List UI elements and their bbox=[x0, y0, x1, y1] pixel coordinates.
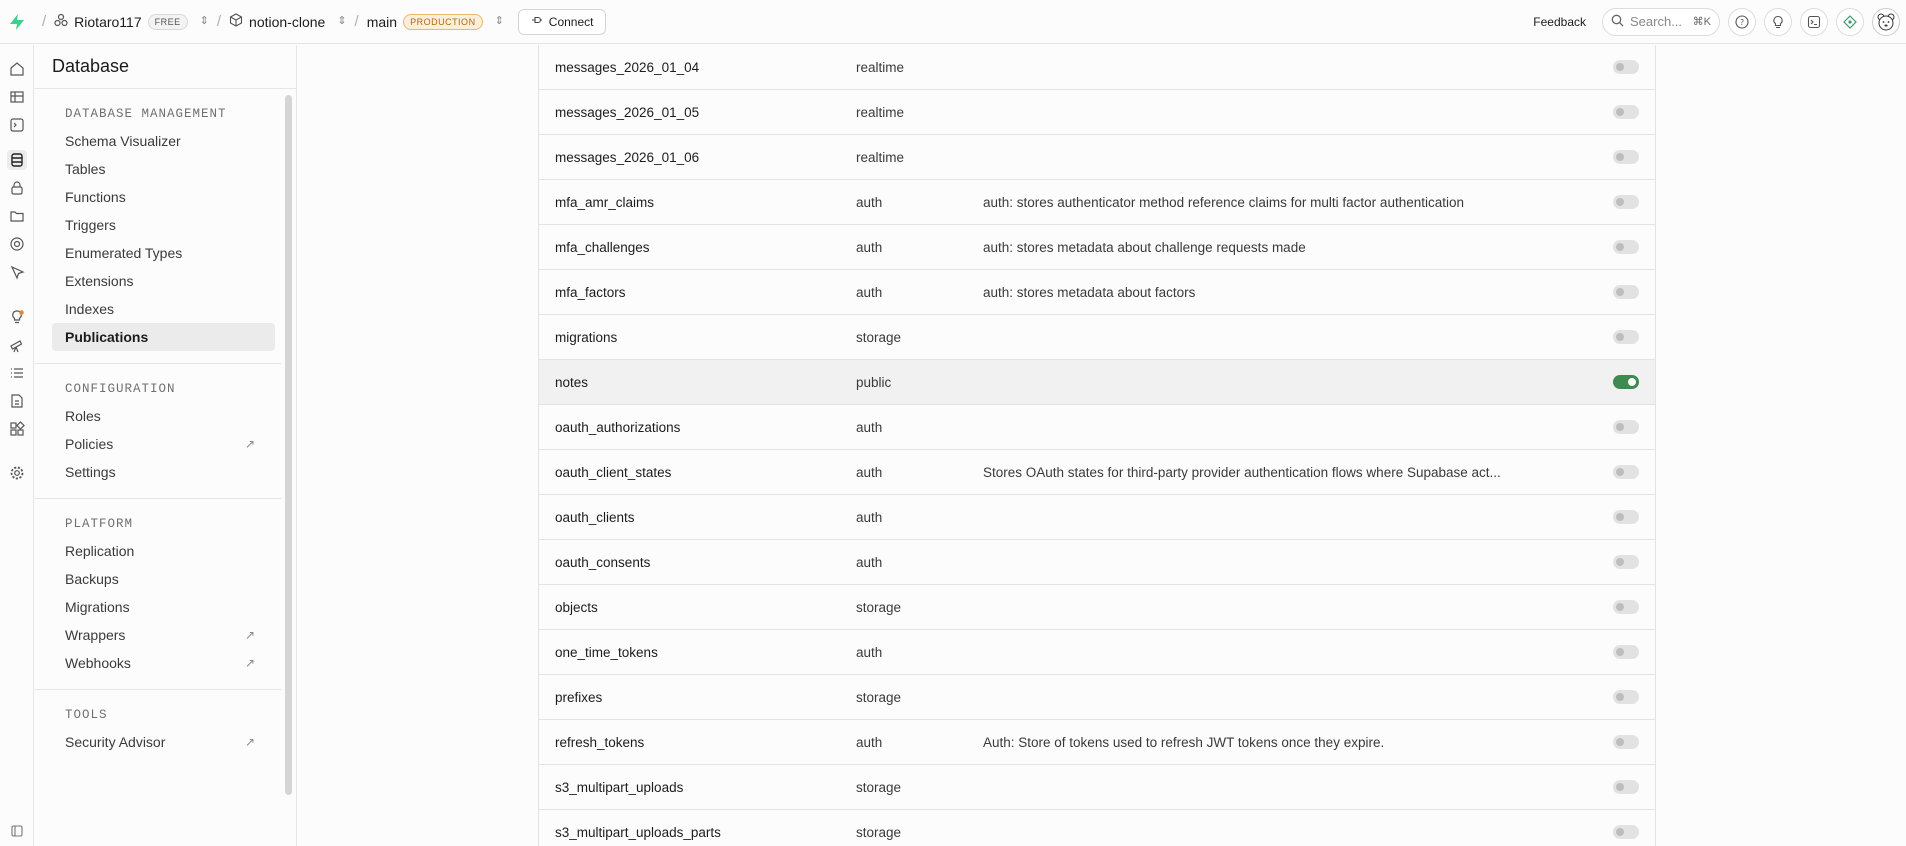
search-placeholder: Search... bbox=[1630, 14, 1683, 29]
table-row bbox=[539, 540, 1655, 585]
section-platform bbox=[35, 499, 281, 690]
collapse-sidebar-icon[interactable] bbox=[7, 821, 27, 841]
toggle-cell bbox=[1613, 330, 1639, 344]
sql-editor-icon[interactable] bbox=[7, 115, 27, 135]
sidebar-item-backups[interactable]: Backups bbox=[65, 571, 119, 587]
table-row bbox=[539, 630, 1655, 675]
table-schema: storage bbox=[856, 689, 902, 705]
publication-toggle[interactable] bbox=[1613, 510, 1639, 524]
table-schema: realtime bbox=[856, 149, 905, 165]
table-schema: auth bbox=[856, 464, 883, 480]
lightbulb-icon[interactable] bbox=[1764, 8, 1792, 36]
publication-toggle[interactable] bbox=[1613, 690, 1639, 704]
table-row bbox=[539, 270, 1655, 315]
table-schema: auth bbox=[856, 239, 883, 255]
observability-telescope-icon[interactable] bbox=[7, 335, 27, 355]
sidebar-item-wrappers[interactable] bbox=[52, 621, 275, 649]
integrations-icon[interactable] bbox=[7, 419, 27, 439]
section-heading: CONFIGURATION bbox=[65, 382, 176, 396]
table-name: oauth_client_states bbox=[555, 464, 672, 480]
feedback-button[interactable]: Feedback bbox=[1533, 14, 1586, 29]
database-icon[interactable] bbox=[7, 150, 27, 170]
toggle-cell bbox=[1613, 60, 1639, 74]
toggle-cell bbox=[1613, 645, 1639, 659]
storage-folder-icon[interactable] bbox=[7, 206, 27, 226]
table-name: prefixes bbox=[555, 689, 603, 705]
table-row bbox=[539, 720, 1655, 765]
project-name: notion-clone bbox=[249, 13, 326, 30]
table-row bbox=[539, 180, 1655, 225]
connect-button[interactable] bbox=[518, 9, 607, 35]
terminal-icon[interactable] bbox=[1800, 8, 1828, 36]
publication-toggle[interactable] bbox=[1613, 825, 1639, 839]
table-row bbox=[539, 360, 1655, 405]
sidebar-item-security-advisor[interactable] bbox=[52, 728, 275, 756]
table-schema: storage bbox=[856, 824, 902, 840]
sidebar-item-migrations[interactable]: Migrations bbox=[65, 599, 130, 615]
table-schema: auth bbox=[856, 419, 883, 435]
branch-switcher[interactable] bbox=[367, 14, 504, 30]
external-link-arrow-icon: ↗ bbox=[244, 628, 255, 642]
table-name: refresh_tokens bbox=[555, 734, 645, 750]
publication-toggle[interactable] bbox=[1613, 645, 1639, 659]
toggle-cell bbox=[1613, 465, 1639, 479]
sidebar-item-webhooks[interactable] bbox=[52, 649, 275, 677]
settings-gear-icon[interactable] bbox=[7, 463, 27, 483]
table-description: Stores OAuth states for third-party provider authentication flows where Supabase act... bbox=[983, 464, 1501, 480]
external-link-arrow-icon: ↗ bbox=[244, 656, 255, 670]
connect-label: Connect bbox=[548, 14, 594, 29]
breadcrumb-separator: / bbox=[216, 13, 222, 30]
table-schema: realtime bbox=[856, 104, 905, 120]
table-description: auth: stores metadata about challenge requests made bbox=[983, 239, 1306, 255]
table-name: oauth_clients bbox=[555, 509, 635, 525]
realtime-icon[interactable] bbox=[7, 234, 27, 254]
publication-toggle[interactable] bbox=[1613, 195, 1639, 209]
publication-toggle[interactable] bbox=[1613, 375, 1639, 389]
table-schema: auth bbox=[856, 194, 883, 210]
publication-toggle[interactable] bbox=[1613, 735, 1639, 749]
table-description: auth: stores metadata about factors bbox=[983, 284, 1196, 300]
sidebar-title: Database bbox=[35, 45, 297, 89]
publication-toggle[interactable] bbox=[1613, 105, 1639, 119]
section-heading: PLATFORM bbox=[65, 517, 134, 531]
sidebar-item-publications[interactable]: Publications bbox=[52, 323, 275, 351]
sidebar-item-tables[interactable]: Tables bbox=[65, 161, 106, 177]
table-name: s3_multipart_uploads_parts bbox=[555, 824, 721, 840]
publication-toggle[interactable] bbox=[1613, 150, 1639, 164]
table-name: mfa_challenges bbox=[555, 239, 650, 255]
top-bar bbox=[0, 0, 1906, 44]
toggle-cell bbox=[1613, 285, 1639, 299]
sidebar-item-label: Webhooks bbox=[65, 655, 131, 671]
top-right-actions bbox=[1525, 8, 1906, 36]
table-schema: auth bbox=[856, 644, 883, 660]
authentication-lock-icon[interactable] bbox=[7, 178, 27, 198]
section-database-management bbox=[35, 89, 281, 364]
sidebar-item-extensions[interactable]: Extensions bbox=[65, 273, 134, 289]
project-cube-icon bbox=[229, 13, 243, 30]
toggle-cell bbox=[1613, 375, 1639, 389]
table-editor-icon[interactable] bbox=[7, 87, 27, 107]
user-avatar[interactable] bbox=[1872, 8, 1900, 36]
external-link-arrow-icon: ↗ bbox=[244, 437, 255, 451]
org-icon bbox=[54, 13, 68, 30]
sidebar-item-triggers[interactable]: Triggers bbox=[65, 217, 116, 233]
table-schema: realtime bbox=[856, 59, 905, 75]
sidebar-item-settings[interactable]: Settings bbox=[65, 464, 116, 480]
toggle-cell bbox=[1613, 105, 1639, 119]
search-shortcut: ⌘K bbox=[1692, 16, 1711, 28]
sidebar-item-enumerated-types[interactable]: Enumerated Types bbox=[65, 245, 183, 261]
toggle-cell bbox=[1613, 690, 1639, 704]
breadcrumb-separator: / bbox=[354, 13, 359, 30]
org-switcher[interactable] bbox=[54, 13, 209, 30]
publication-toggle[interactable] bbox=[1613, 60, 1639, 74]
toggle-cell bbox=[1613, 735, 1639, 749]
table-schema: auth bbox=[856, 734, 883, 750]
table-name: one_time_tokens bbox=[555, 644, 658, 660]
table-schema: public bbox=[856, 374, 892, 390]
table-schema: auth bbox=[856, 284, 883, 300]
icon-rail bbox=[0, 45, 34, 846]
table-name: messages_2026_01_06 bbox=[555, 149, 700, 165]
sidebar-item-schema-visualizer[interactable]: Schema Visualizer bbox=[65, 133, 181, 149]
toggle-cell bbox=[1613, 150, 1639, 164]
section-heading: TOOLS bbox=[65, 708, 108, 722]
table-row bbox=[539, 765, 1655, 810]
table-schema: storage bbox=[856, 779, 902, 795]
section-heading: DATABASE MANAGEMENT bbox=[65, 107, 227, 121]
plug-icon bbox=[531, 14, 543, 29]
table-row bbox=[539, 675, 1655, 720]
publication-toggle[interactable] bbox=[1613, 465, 1639, 479]
table-description: Auth: Store of tokens used to refresh JWT tokens once they expire. bbox=[983, 734, 1385, 750]
chevron-up-down-icon[interactable]: ⇕ bbox=[199, 15, 209, 27]
toggle-cell bbox=[1613, 510, 1639, 524]
publication-toggle[interactable] bbox=[1613, 555, 1639, 569]
help-icon[interactable] bbox=[1728, 8, 1756, 36]
table-name: migrations bbox=[555, 329, 618, 345]
table-row bbox=[539, 585, 1655, 630]
branch-name: main bbox=[366, 13, 398, 30]
sidebar-item-label: Policies bbox=[65, 436, 114, 452]
sidebar-item-roles[interactable]: Roles bbox=[65, 408, 101, 424]
table-name: messages_2026_01_05 bbox=[555, 104, 700, 120]
toggle-cell bbox=[1613, 555, 1639, 569]
toggle-cell bbox=[1613, 780, 1639, 794]
table-row bbox=[539, 495, 1655, 540]
table-description: auth: stores authenticator method reference claims for multi factor authentication bbox=[983, 194, 1464, 210]
sidebar-item-label: Wrappers bbox=[65, 627, 126, 643]
publication-toggle[interactable] bbox=[1613, 600, 1639, 614]
table-name: oauth_authorizations bbox=[555, 419, 681, 435]
edge-functions-icon[interactable] bbox=[7, 262, 27, 282]
org-name: Riotaro117 bbox=[74, 13, 142, 30]
sidebar-item-replication[interactable]: Replication bbox=[65, 543, 135, 559]
toggle-cell bbox=[1613, 195, 1639, 209]
table-schema: auth bbox=[856, 554, 883, 570]
supabase-logo-icon[interactable] bbox=[0, 0, 34, 44]
table-name: objects bbox=[555, 599, 598, 615]
plan-badge: FREE bbox=[148, 14, 188, 30]
chevron-up-down-icon[interactable]: ⇕ bbox=[337, 15, 347, 27]
table-row bbox=[539, 135, 1655, 180]
table-schema: storage bbox=[856, 329, 902, 345]
publication-tables-list bbox=[538, 45, 1656, 846]
database-sidebar bbox=[35, 45, 297, 846]
section-configuration bbox=[35, 364, 281, 499]
publication-toggle[interactable] bbox=[1613, 240, 1639, 254]
production-badge: PRODUCTION bbox=[403, 14, 483, 30]
table-name: mfa_amr_claims bbox=[555, 194, 655, 210]
external-link-arrow-icon: ↗ bbox=[244, 735, 255, 749]
table-row bbox=[539, 45, 1655, 90]
api-docs-icon[interactable] bbox=[7, 391, 27, 411]
table-schema: storage bbox=[856, 599, 902, 615]
table-name: s3_multipart_uploads bbox=[555, 779, 684, 795]
table-row bbox=[539, 315, 1655, 360]
breadcrumb-separator: / bbox=[42, 13, 47, 30]
sidebar-item-label: Security Advisor bbox=[65, 734, 166, 750]
publication-tables-panel bbox=[298, 45, 1906, 846]
sidebar-item-functions[interactable]: Functions bbox=[65, 189, 126, 205]
publication-toggle[interactable] bbox=[1613, 285, 1639, 299]
assistant-diamond-icon[interactable] bbox=[1836, 8, 1864, 36]
toggle-cell bbox=[1613, 240, 1639, 254]
table-name: messages_2026_01_04 bbox=[555, 59, 700, 75]
table-row bbox=[539, 405, 1655, 450]
publication-toggle[interactable] bbox=[1613, 420, 1639, 434]
table-row bbox=[539, 810, 1655, 846]
table-name: oauth_consents bbox=[555, 554, 651, 570]
table-row bbox=[539, 90, 1655, 135]
home-icon[interactable] bbox=[7, 59, 27, 79]
section-tools bbox=[35, 690, 281, 768]
table-name: notes bbox=[555, 374, 589, 390]
toggle-cell bbox=[1613, 825, 1639, 839]
search-input[interactable] bbox=[1602, 8, 1720, 36]
chevron-up-down-icon[interactable]: ⇕ bbox=[494, 15, 504, 27]
toggle-cell bbox=[1613, 600, 1639, 614]
advisors-lightbulb-icon[interactable] bbox=[7, 307, 27, 327]
publication-toggle[interactable] bbox=[1613, 330, 1639, 344]
toggle-cell bbox=[1613, 420, 1639, 434]
table-row bbox=[539, 225, 1655, 270]
sidebar-item-indexes[interactable]: Indexes bbox=[65, 301, 115, 317]
publication-toggle[interactable] bbox=[1613, 780, 1639, 794]
table-schema: auth bbox=[856, 509, 883, 525]
search-icon bbox=[1611, 14, 1624, 30]
sidebar-scrollbar[interactable] bbox=[285, 95, 292, 795]
project-switcher[interactable] bbox=[229, 13, 347, 30]
svg-text:?: ? bbox=[1739, 17, 1745, 27]
logs-list-icon[interactable] bbox=[7, 363, 27, 383]
sidebar-item-policies[interactable] bbox=[52, 430, 275, 458]
table-row bbox=[539, 450, 1655, 495]
table-name: mfa_factors bbox=[555, 284, 626, 300]
